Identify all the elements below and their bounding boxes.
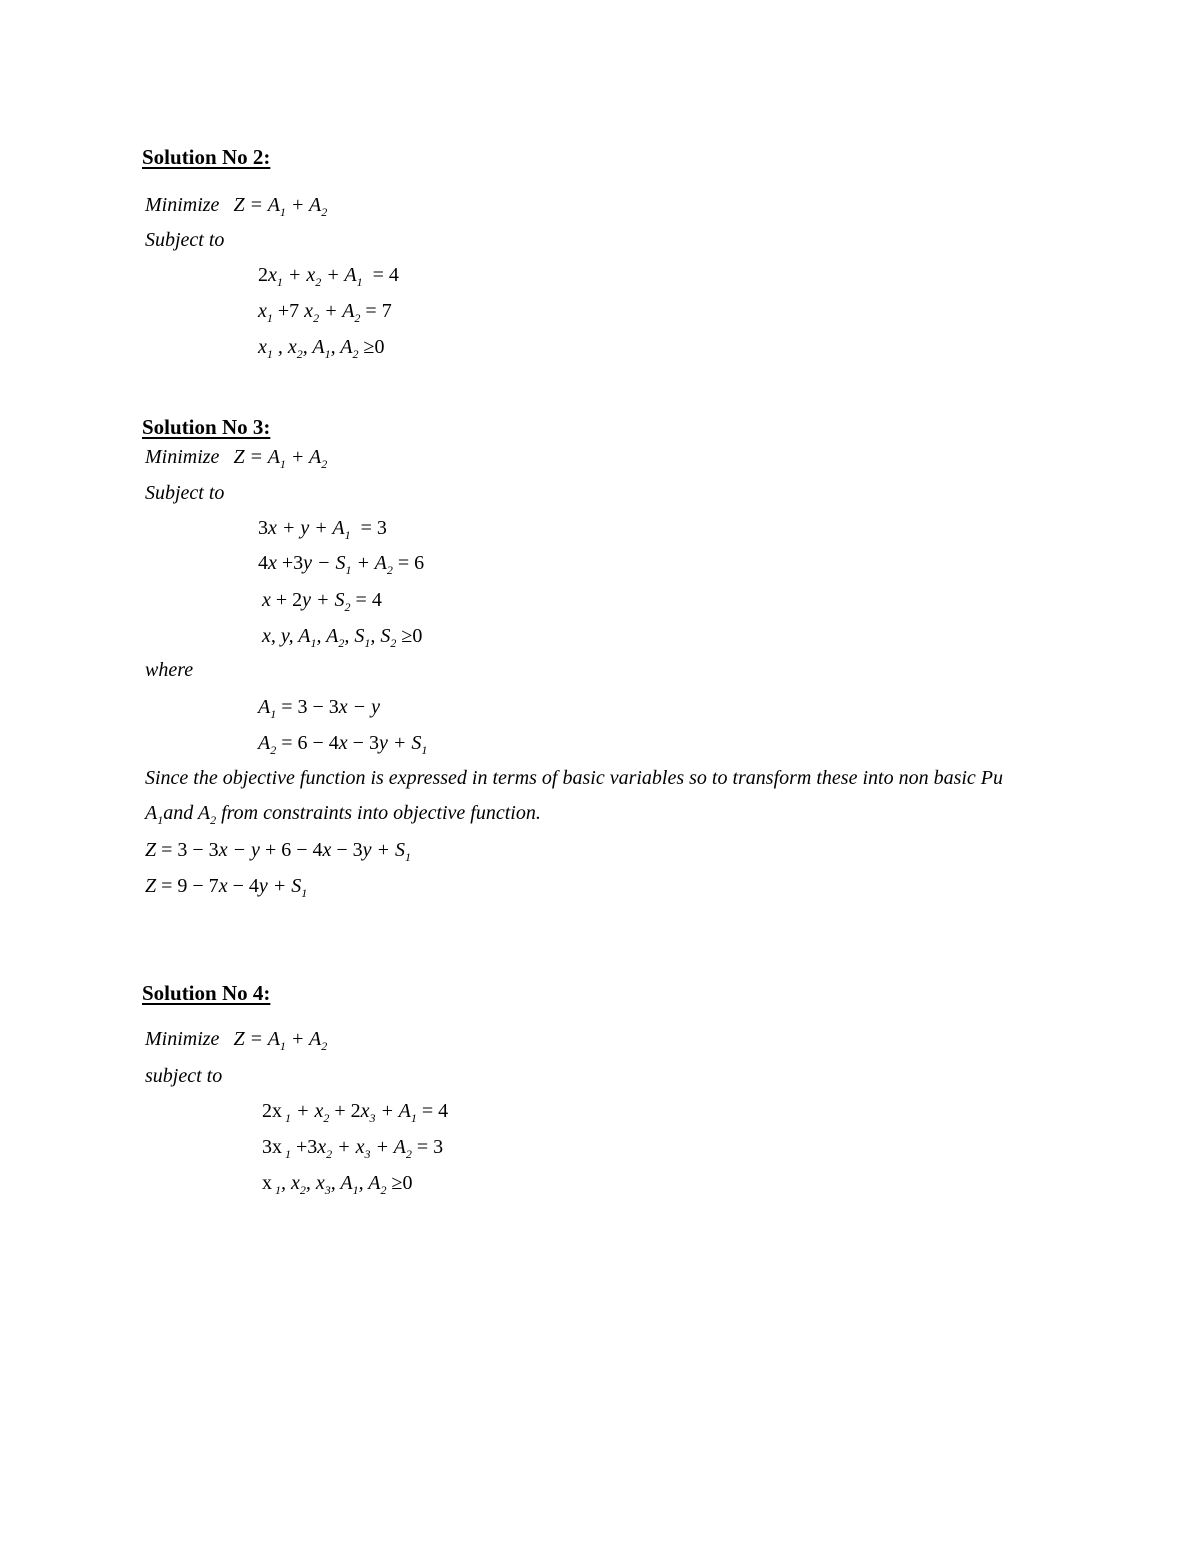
constraint-label: Subject to [145, 482, 225, 504]
equation: $Z = 9 - 7x - 4y + S_1$ [145, 875, 308, 900]
equation: $2x_1 + x_2 + A_1 = 4$ [258, 264, 399, 289]
equation: x, y, $A_1$, $A_2$, $S_1$, $S_2 \ge 0$ [262, 625, 423, 650]
equation: 2x $_1 + x_2 + 2x_3 + A_1 = 4$ [262, 1100, 449, 1125]
objective-label: Minimize [145, 446, 220, 468]
equation: 3x $_1 +3x_2 + x_3 + A_2 = 3$ [262, 1136, 444, 1161]
constraint-label: Subject to [145, 229, 225, 251]
equation: $x_1 +7$ $x_2 + A_2 = 7$ [258, 300, 392, 325]
equation: $A_2 = 6 - 4x - 3y + S_1$ [258, 732, 428, 757]
section-heading-solution-2: Solution No 2: [142, 145, 271, 169]
equation: x $_1$, $x_2$, $x_3$, $A_1$, $A_2 \ge 0$ [262, 1172, 413, 1197]
equation: $4x +3y - S_1 + A_2 = 6$ [258, 552, 425, 577]
objective-line: Minimize $Z = A_1 + A_2$ [145, 194, 328, 219]
equation: $x_1$ , $x_2$, $A_1$, $A_2 \ge 0$ [258, 336, 385, 361]
equation: $Z = 3 - 3x - y + 6 - 4x - 3y + S_1$ [145, 839, 412, 864]
equation: $x + 2y + S_2 = 4$ [262, 589, 382, 614]
equation: $A_1 = 3 - 3x - y$ [258, 696, 381, 721]
objective-label: Minimize [145, 194, 220, 216]
explanation-text: Since the objective function is expressed in terms of basic variables so to transform these into non basic Pu [145, 767, 1004, 789]
section-heading-solution-3: Solution No 3: [142, 415, 271, 439]
explanation-text: $A_1and$ $A_2$ from constraints into objective function. [145, 802, 541, 827]
section-heading-solution-4: Solution No 4: [142, 981, 271, 1005]
constraint-label: subject to [145, 1065, 223, 1087]
objective-line: Minimize $Z = A_1 + A_2$ [145, 1028, 328, 1053]
where-label: where [145, 659, 194, 681]
objective-label: Minimize [145, 1028, 220, 1050]
equation: $3x + y + A_1 = 3$ [258, 517, 387, 542]
objective-line: Minimize $Z = A_1 + A_2$ [145, 446, 328, 471]
